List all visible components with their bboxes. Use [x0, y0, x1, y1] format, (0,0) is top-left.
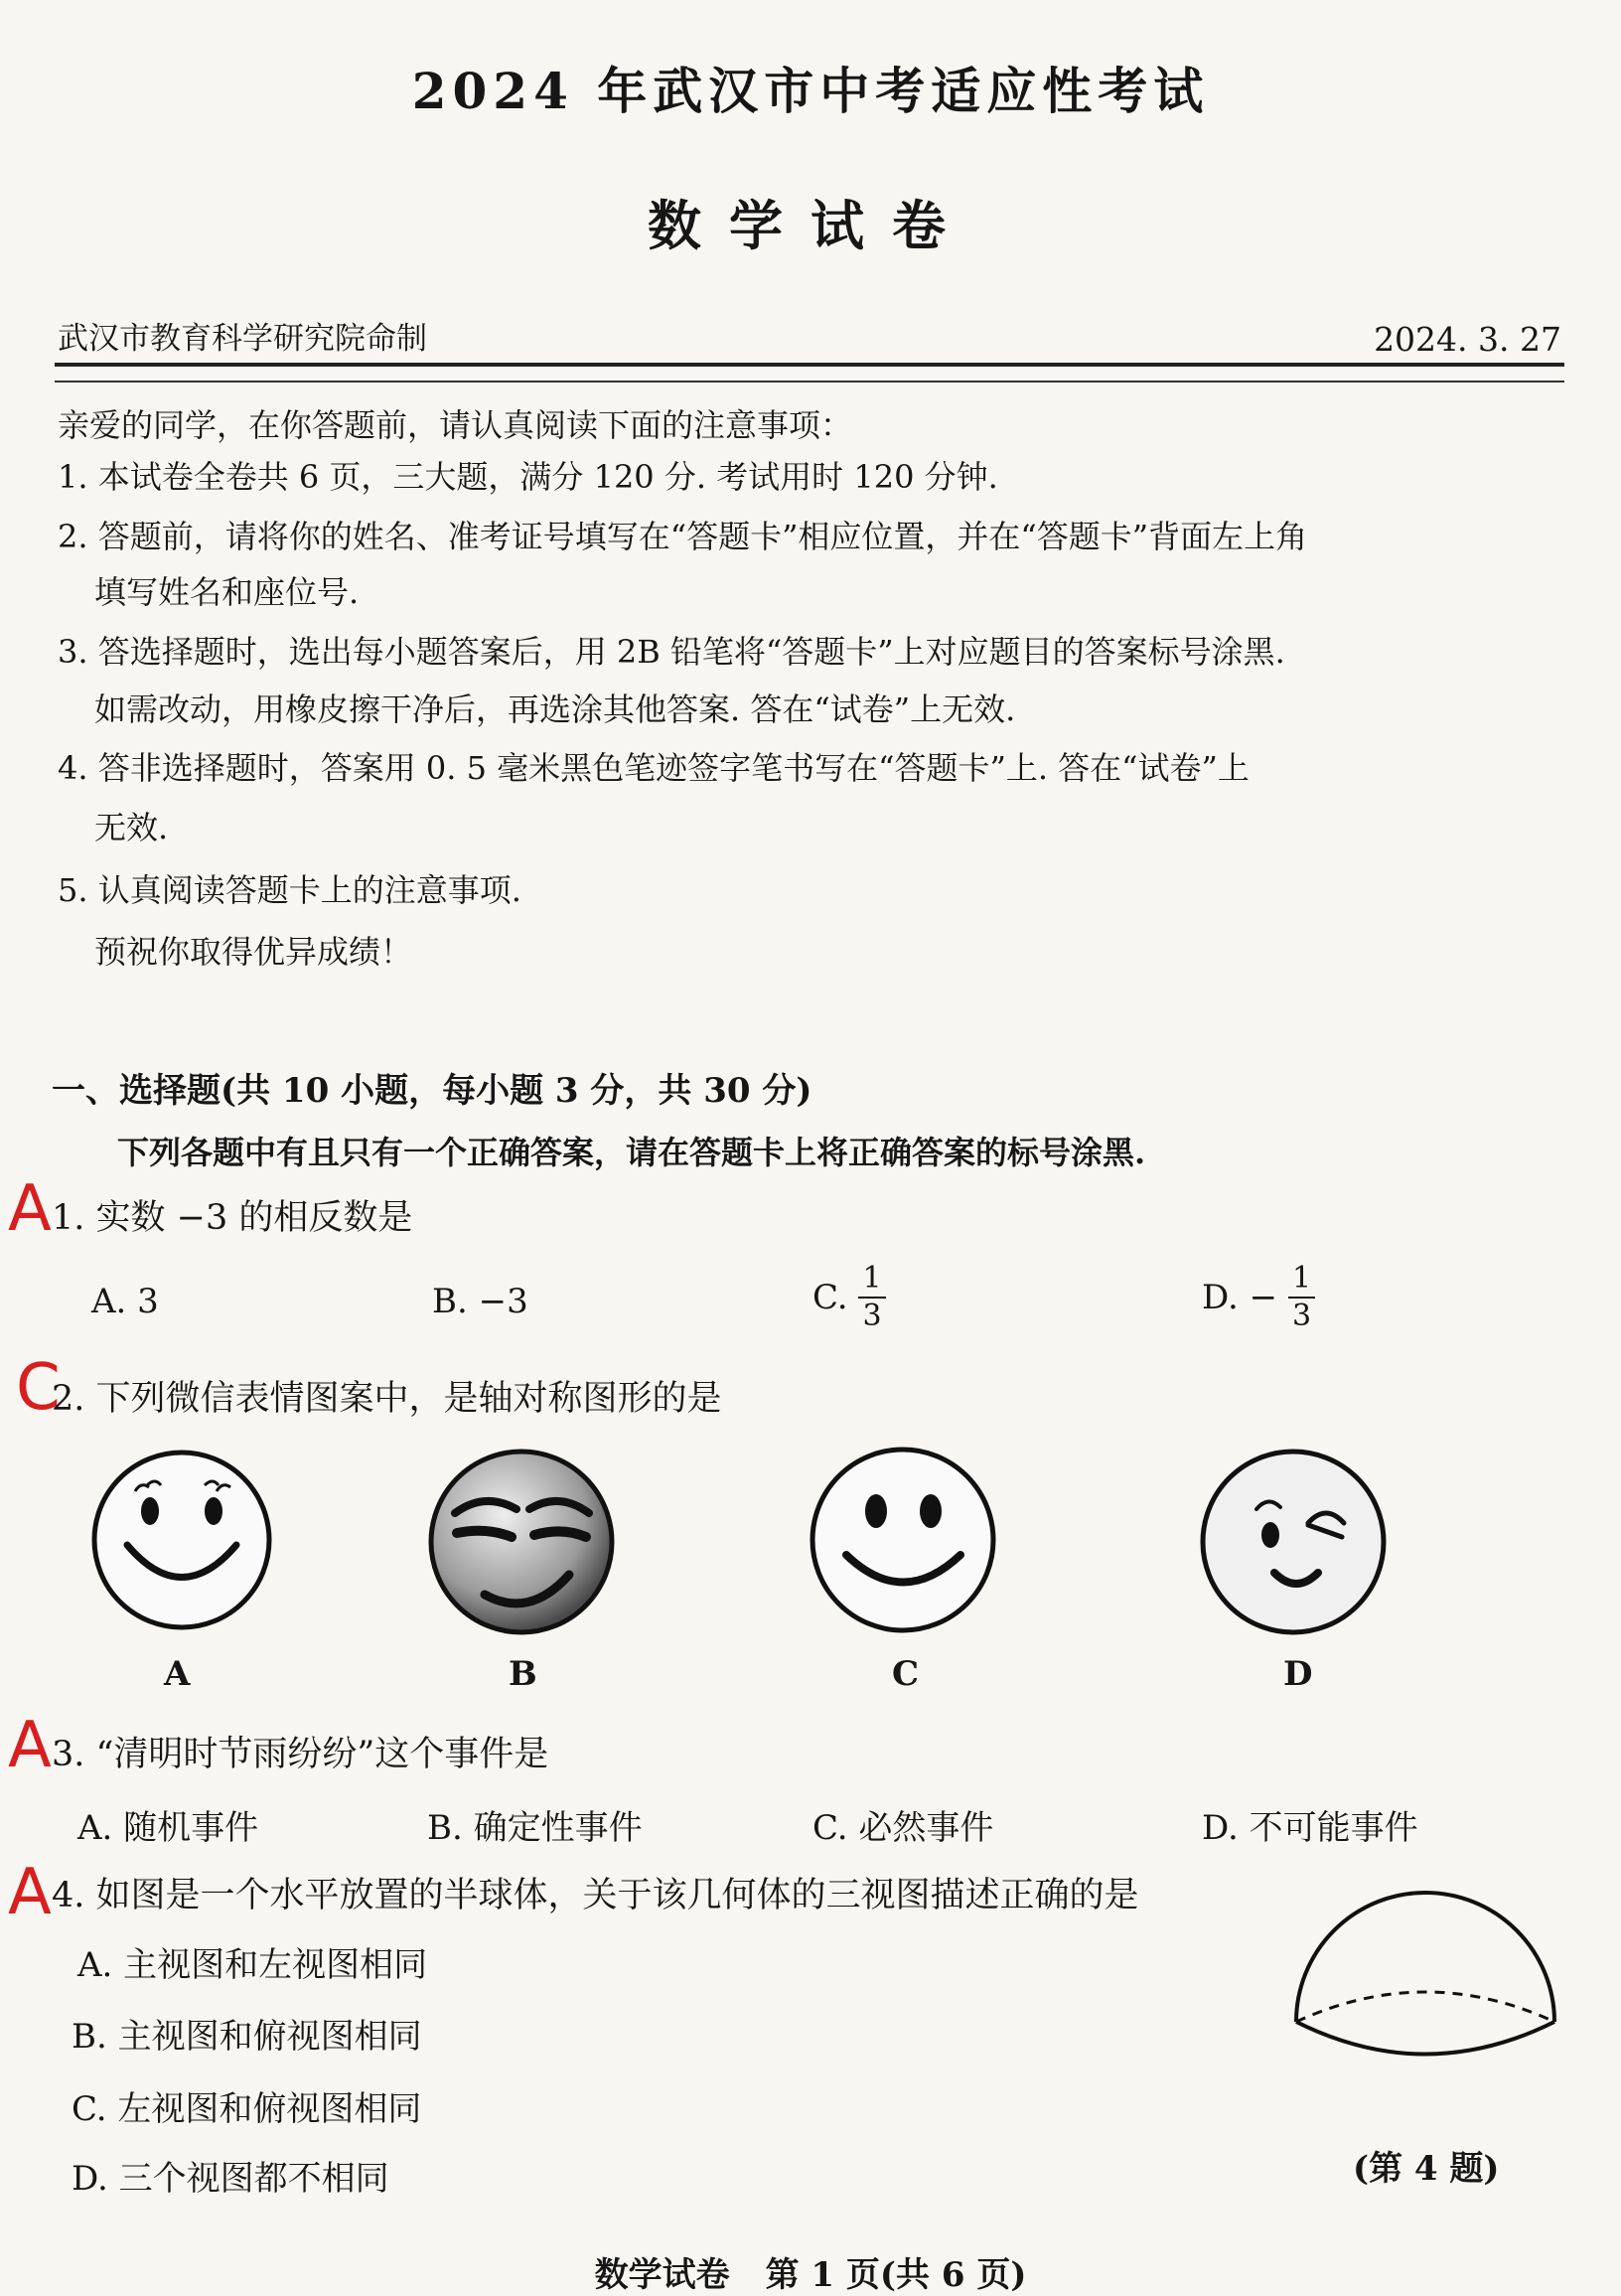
denominator: 3: [1291, 1299, 1312, 1333]
header-rule-thin: [55, 381, 1564, 383]
emoji-a-icon: [87, 1446, 276, 1634]
q3-option-a: A. 随机事件: [77, 1808, 259, 1848]
handwritten-answer-q4: A: [8, 1856, 52, 1929]
q3-option-d: D. 不可能事件: [1202, 1808, 1418, 1848]
notice-item-2-cont: 填写姓名和座位号.: [94, 573, 360, 611]
q1-option-a: A. 3: [91, 1282, 159, 1321]
q1-option-d-prefix: D. −: [1202, 1278, 1278, 1317]
q4-option-b: B. 主视图和俯视图相同: [72, 2017, 422, 2057]
paper-subtitle: 数学试卷: [648, 194, 973, 257]
q4-option-a: A. 主视图和左视图相同: [77, 1945, 428, 1985]
numerator: 1: [1288, 1264, 1315, 1299]
emoji-b-icon: [425, 1446, 619, 1639]
q4-option-c: C. 左视图和俯视图相同: [72, 2089, 422, 2129]
emoji-label-b: B: [509, 1654, 537, 1694]
q4-stem: 4. 如图是一个水平放置的半球体，关于该几何体的三视图描述正确的是: [52, 1876, 1139, 1915]
notice-item-3-cont: 如需改动，用橡皮擦干净后，再选涂其他答案. 答在“试卷”上无效.: [94, 690, 1016, 728]
notice-closing: 预祝你取得优异成绩！: [94, 933, 413, 971]
notice-item-2: 2. 答题前，请将你的姓名、准考证号填写在“答题卡”相应位置，并在“答题卡”背面左上角: [58, 518, 1308, 555]
hemisphere-figure: [1281, 1883, 1569, 2091]
exam-date: 2024. 3. 27: [1374, 320, 1561, 359]
emoji-c-icon: [807, 1444, 1000, 1637]
denominator: 3: [862, 1299, 882, 1333]
q1-stem: 1. 实数 −3 的相反数是: [52, 1198, 413, 1238]
q4-option-d: D. 三个视图都不相同: [72, 2159, 389, 2199]
notice-item-3: 3. 答选择题时，选出每小题答案后，用 2B 铅笔将“答题卡”上对应题目的答案标号涂黑.: [58, 633, 1285, 671]
emoji-d-icon: [1197, 1446, 1391, 1639]
handwritten-answer-q1: A: [8, 1172, 52, 1246]
exam-title: 2024 年武汉市中考适应性考试: [411, 62, 1210, 120]
fraction: [1288, 1261, 1315, 1333]
notice-item-5: 5. 认真阅读答题卡上的注意事项.: [58, 871, 521, 909]
notice-item-4: 4. 答非选择题时，答案用 0. 5 毫米黑色笔迹签字笔书写在“答题卡”上. 答在“试卷”上: [58, 749, 1250, 787]
notice-intro: 亲爱的同学，在你答题前，请认真阅读下面的注意事项：: [58, 406, 853, 444]
q3-option-b: B. 确定性事件: [427, 1808, 643, 1848]
section-title: 一、选择题(共 10 小题，每小题 3 分，共 30 分): [52, 1071, 812, 1111]
section-desc: 下列各题中有且只有一个正确答案，请在答题卡上将正确答案的标号涂黑.: [117, 1134, 1146, 1171]
q3-stem: 3. “清明时节雨纷纷”这个事件是: [52, 1735, 549, 1774]
emoji-label-d: D: [1283, 1654, 1313, 1694]
q3-option-c: C. 必然事件: [812, 1808, 994, 1848]
footer-page: 第 1 页(共 6 页): [765, 2255, 1027, 2295]
q1-option-b: B. −3: [432, 1282, 528, 1321]
handwritten-answer-q2: C: [16, 1351, 61, 1425]
q2-stem: 2. 下列微信表情图案中，是轴对称图形的是: [52, 1379, 722, 1419]
numerator: 1: [858, 1264, 885, 1299]
issuer: 武汉市教育科学研究院命制: [58, 321, 427, 357]
notice-item-1: 1. 本试卷全卷共 6 页，三大题，满分 120 分. 考试用时 120 分钟.: [58, 458, 998, 496]
fraction: [858, 1261, 885, 1333]
handwritten-answer-q3: A: [8, 1709, 52, 1782]
q1-option-d: [1202, 1261, 1315, 1333]
q1-option-c: [812, 1261, 886, 1333]
header-rule: [55, 363, 1564, 367]
figure-caption: (第 4 题): [1353, 2149, 1500, 2189]
emoji-label-a: A: [164, 1654, 191, 1694]
page-footer: [0, 2247, 1621, 2296]
emoji-label-c: C: [892, 1654, 920, 1694]
q1-option-c-prefix: C.: [812, 1278, 848, 1317]
notice-item-4-cont: 无效.: [94, 809, 169, 846]
footer-subject: 数学试卷: [594, 2255, 730, 2295]
